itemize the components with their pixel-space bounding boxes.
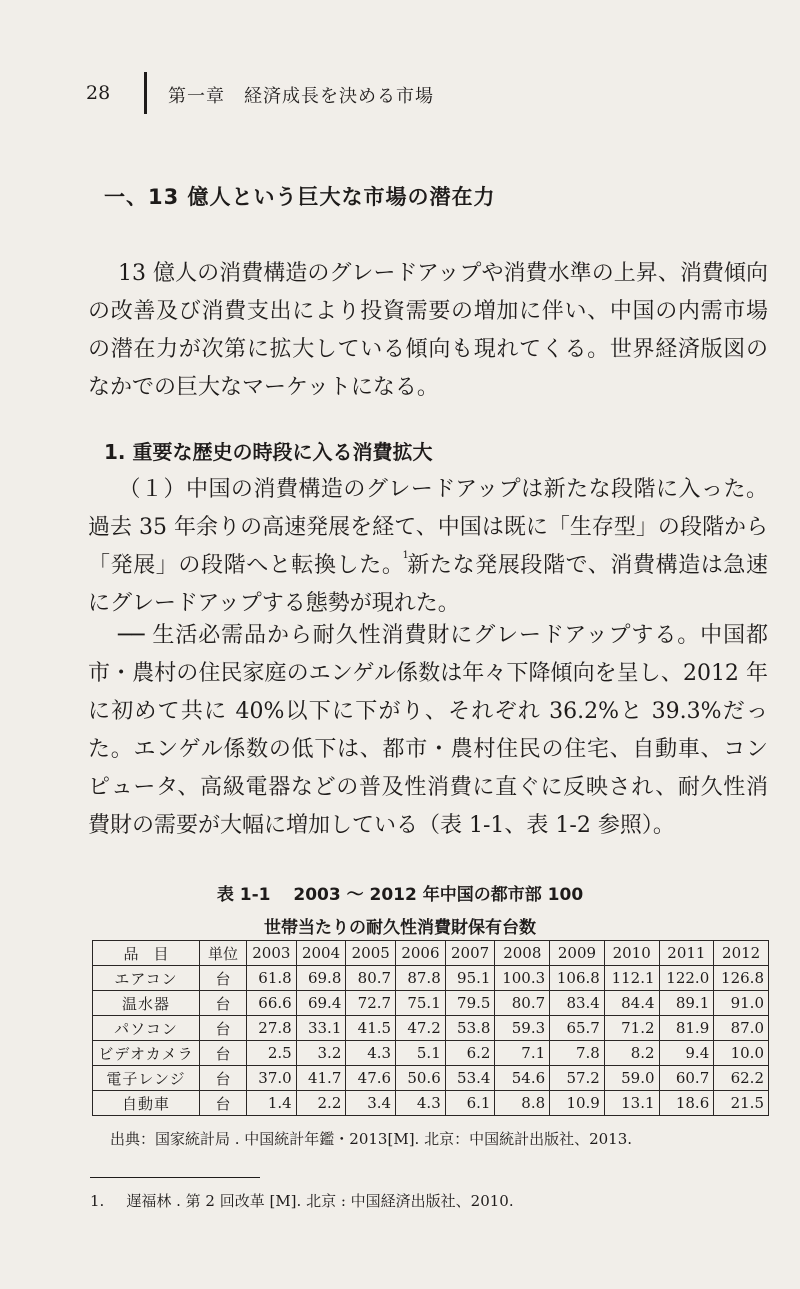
table-cell: 50.6: [396, 1066, 446, 1091]
table-header-row: [93, 941, 769, 966]
table-cell: 1.4: [247, 1091, 297, 1116]
table-cell: 81.9: [659, 1016, 714, 1041]
row-item: エアコン: [93, 966, 200, 991]
table-cell: 75.1: [396, 991, 446, 1016]
table-cell: 3.2: [296, 1041, 346, 1066]
table-cell: 10.9: [550, 1091, 605, 1116]
table-cell: 7.1: [495, 1041, 550, 1066]
table-cell: 10.0: [714, 1041, 769, 1066]
footnote-text: 遅福林 . 第 2 回改革 [M]. 北京 : 中国経済出版社、2010.: [126, 1192, 514, 1210]
header-unit: 単位: [200, 941, 247, 966]
header-year: 2005: [346, 941, 396, 966]
footnote-number: 1.: [90, 1192, 105, 1210]
table-cell: 8.2: [604, 1041, 659, 1066]
footnote-divider: [90, 1177, 260, 1178]
table-cell: 53.8: [445, 1016, 495, 1041]
table-cell: 7.8: [550, 1041, 605, 1066]
paragraph-3: [88, 617, 768, 845]
table-cell: 21.5: [714, 1091, 769, 1116]
table-cell: 106.8: [550, 966, 605, 991]
table-cell: 6.2: [445, 1041, 495, 1066]
table-cell: 2.5: [247, 1041, 297, 1066]
table-cell: 66.6: [247, 991, 297, 1016]
table-subtitle: 世帯当たりの耐久性消費財保有台数: [264, 918, 536, 938]
table-cell: 41.7: [296, 1066, 346, 1091]
row-unit: 台: [200, 991, 247, 1016]
table-cell: 122.0: [659, 966, 714, 991]
header-year: 2011: [659, 941, 714, 966]
table-cell: 6.1: [445, 1091, 495, 1116]
table-cell: 61.8: [247, 966, 297, 991]
table-cell: 60.7: [659, 1066, 714, 1091]
header-year: 2006: [396, 941, 446, 966]
table-cell: 18.6: [659, 1091, 714, 1116]
table-cell: 4.3: [396, 1091, 446, 1116]
table-cell: 91.0: [714, 991, 769, 1016]
paragraph-2: [88, 471, 768, 623]
table-cell: 13.1: [604, 1091, 659, 1116]
table-cell: 62.2: [714, 1066, 769, 1091]
table-cell: 79.5: [445, 991, 495, 1016]
header-year: 2012: [714, 941, 769, 966]
paragraph-2-text-b: 新たな発展段階で、消費構造は急速にグレードアップする態勢が現れた。: [88, 553, 768, 616]
table-cell: 59.0: [604, 1066, 659, 1091]
row-unit: 台: [200, 1016, 247, 1041]
table-row: [93, 991, 769, 1016]
table-cell: 8.8: [495, 1091, 550, 1116]
table-cell: 72.7: [346, 991, 396, 1016]
header-divider: [144, 72, 147, 114]
header-year: 2004: [296, 941, 346, 966]
table-cell: 47.6: [346, 1066, 396, 1091]
table-row: [93, 966, 769, 991]
table-row: [93, 1041, 769, 1066]
subheading: 1. 重要な歴史の時段に入る消費拡大: [104, 440, 433, 464]
row-item: 自動車: [93, 1091, 200, 1116]
row-unit: 台: [200, 966, 247, 991]
table-cell: 87.0: [714, 1016, 769, 1041]
table-cell: 54.6: [495, 1066, 550, 1091]
table-cell: 71.2: [604, 1016, 659, 1041]
table-cell: 80.7: [495, 991, 550, 1016]
table-cell: 69.4: [296, 991, 346, 1016]
table-cell: 80.7: [346, 966, 396, 991]
row-item: パソコン: [93, 1016, 200, 1041]
table-cell: 87.8: [396, 966, 446, 991]
paragraph-3-text: ── 生活必需品から耐久性消費財にグレードアップする。中国都市・農村の住民家庭のエンゲル係数は年々下降傾向を呈し、2012 年に初めて共に 40%以下に下がり、それぞれ 36.2%と 39.3%だった。エンゲル係数の低下は、都市・農村住民の住宅、自動車、コンピュータ、高級電器などの普及性消費に直ぐに反映され、耐久性消費財の需要が大幅に増加している（表 1-1、表 1-2 参照）。: [88, 623, 768, 838]
row-unit: 台: [200, 1041, 247, 1066]
table-title: 表 1-1 2003 ～ 2012 年中国の都市部 100: [216, 885, 584, 905]
header-year: 2007: [445, 941, 495, 966]
paragraph-1-text: 13 億人の消費構造のグレードアップや消費水準の上昇、消費傾向の改善及び消費支出により投資需要の増加に伴い、中国の内需市場の潜在力が次第に拡大している傾向も現れてくる。世界経済版図のなかでの巨大なマーケットになる。: [88, 261, 768, 400]
header-year: 2009: [550, 941, 605, 966]
table-row: [93, 1091, 769, 1116]
row-unit: 台: [200, 1066, 247, 1091]
table-cell: 3.4: [346, 1091, 396, 1116]
table-row: [93, 1016, 769, 1041]
paragraph-2-text-a: （１）中国の消費構造のグレードアップは新たな段階に入った。過去 35 年余りの高速発展を経て、中国は既に「生存型」の段階から「発展」の段階へと転換した。: [88, 477, 768, 578]
row-item: ビデオカメラ: [93, 1041, 200, 1066]
page-number: 28: [86, 82, 111, 104]
header-year: 2008: [495, 941, 550, 966]
table-cell: 83.4: [550, 991, 605, 1016]
row-item: 温水器: [93, 991, 200, 1016]
table-cell: 53.4: [445, 1066, 495, 1091]
table-cell: 89.1: [659, 991, 714, 1016]
table-cell: 33.1: [296, 1016, 346, 1041]
table-cell: 84.4: [604, 991, 659, 1016]
table-cell: 5.1: [396, 1041, 446, 1066]
table-cell: 69.8: [296, 966, 346, 991]
row-unit: 台: [200, 1091, 247, 1116]
header-item: 品 目: [93, 941, 200, 966]
table-cell: 27.8: [247, 1016, 297, 1041]
header-year: 2003: [247, 941, 297, 966]
table-cell: 37.0: [247, 1066, 297, 1091]
table-cell: 57.2: [550, 1066, 605, 1091]
table-cell: 9.4: [659, 1041, 714, 1066]
table-cell: 2.2: [296, 1091, 346, 1116]
durable-goods-table: [92, 940, 769, 1116]
table-cell: 4.3: [346, 1041, 396, 1066]
table-cell: 41.5: [346, 1016, 396, 1041]
footnote-reference: 1: [402, 550, 409, 561]
table-source: 出典：国家統計局 . 中国統計年鑑・2013[M]. 北京：中国統計出版社、2013.: [110, 1130, 633, 1148]
section-heading: 一、13 億人という巨大な市場の潜在力: [104, 185, 496, 209]
table-cell: 65.7: [550, 1016, 605, 1041]
table-cell: 59.3: [495, 1016, 550, 1041]
table-cell: 126.8: [714, 966, 769, 991]
footnote: [90, 1190, 514, 1211]
table-row: [93, 1066, 769, 1091]
paragraph-1: [88, 255, 768, 407]
header-year: 2010: [604, 941, 659, 966]
chapter-title: 第一章 経済成長を決める市場: [168, 86, 434, 107]
table-cell: 95.1: [445, 966, 495, 991]
row-item: 電子レンジ: [93, 1066, 200, 1091]
table-cell: 112.1: [604, 966, 659, 991]
table-cell: 47.2: [396, 1016, 446, 1041]
table-cell: 100.3: [495, 966, 550, 991]
page-header: [0, 72, 800, 112]
